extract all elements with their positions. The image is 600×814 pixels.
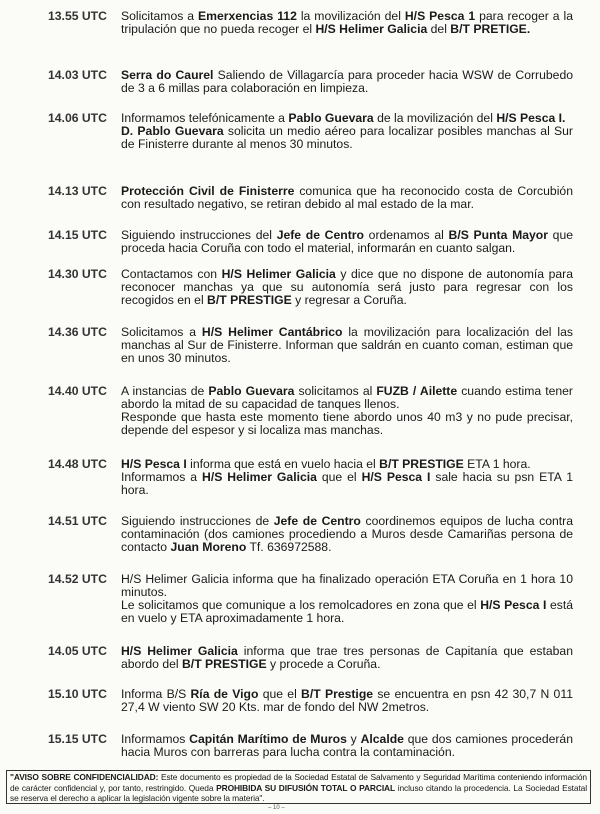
- entity-name: H/S Helimer Galicia: [221, 267, 336, 281]
- entry-text-run: que dos camiones procederán hacia Muros con barreras para lucha contra la contaminación.: [121, 732, 573, 759]
- entry-time: 14.51 UTC: [48, 514, 107, 528]
- entry-time: 14.36 UTC: [48, 325, 107, 339]
- entry-text-run: Solicitamos a: [121, 325, 202, 339]
- entry-text: [121, 10, 573, 36]
- entry-text-run: que proceda hacia Coruña con todo el material, informarán en cuanto salgan.: [121, 228, 573, 255]
- entry-time: 14.48 UTC: [48, 457, 107, 471]
- entity-name: Juan Moreno: [170, 540, 247, 554]
- entry-time: 14.06 UTC: [48, 111, 107, 125]
- entity-name: B/T Prestige: [301, 687, 374, 701]
- entry-time: 15.10 UTC: [48, 687, 107, 701]
- entity-name: H/S Helimer Galicia: [315, 22, 428, 36]
- entry-text-run: está en vuelo y ETA aproximadamente 1 hora.: [121, 598, 573, 625]
- notice-text: Este documento es propiedad de la Sociedad Estatal de Salvamento y Seguridad Marítima conteniendo información de carácter confidencial y, por tanto, restringido. Queda: [10, 772, 587, 793]
- entity-name: H/S Pesca I: [361, 470, 431, 484]
- entry-text: [121, 112, 573, 151]
- entry-text-run: la movilización para localización del las manchas al Sur de Finisterre. Informan que saldrán en cuanto coman, estiman que en unos 30 minutos.: [121, 325, 573, 365]
- entry-text: [121, 733, 573, 759]
- entry-paragraph: [121, 385, 573, 411]
- entry-text-run: ordenamos al: [363, 228, 449, 242]
- entry-text: [121, 645, 573, 671]
- entry-time: 15.15 UTC: [48, 732, 107, 746]
- entity-name: Jefe de Centro: [276, 228, 364, 242]
- entry-paragraph: [121, 515, 573, 554]
- entry-text-run: y procede a Coruña.: [266, 657, 381, 671]
- entry-paragraph: [121, 645, 573, 671]
- entity-name: B/S Punta Mayor: [448, 228, 548, 242]
- entry-text-run: se encuentra en psn 42 30,7 N 011 27,4 W viento SW 20 Kts. mar de fondo del NW 2metros.: [121, 687, 573, 714]
- entity-name: H/S Helimer Cantábrico: [201, 325, 343, 339]
- entry-time: 13.55 UTC: [48, 9, 107, 23]
- entry-paragraph: [121, 69, 573, 95]
- entry-text-run: A instancias de: [121, 384, 209, 398]
- entry-paragraph: [121, 688, 573, 714]
- entry-text-run: que el: [258, 687, 302, 701]
- entity-name: Alcalde: [360, 732, 404, 746]
- entry-text-run: y regresar a Coruña.: [291, 293, 407, 307]
- entry-text: [121, 229, 573, 255]
- entry-text: [121, 385, 573, 437]
- entity-name: H/S Pesca I: [121, 457, 187, 471]
- entity-name: Protección Civil de Finisterre: [121, 184, 295, 198]
- entry-text-run: Informamos: [121, 732, 190, 746]
- entity-name: D. Pablo Guevara: [121, 124, 224, 138]
- entry-time: 14.13 UTC: [48, 184, 107, 198]
- entry-paragraph: [121, 411, 573, 437]
- entity-name: Capitán Marítimo de Muros: [189, 732, 347, 746]
- entity-name: Ría de Vigo: [190, 687, 259, 701]
- entry-text-run: informa que trae tres personas de Capitanía que estaban abordo del: [121, 644, 573, 671]
- entry-text-run: que el: [316, 470, 362, 484]
- entry-paragraph: [121, 733, 573, 759]
- entry-text: [121, 515, 573, 554]
- entity-name: Serra do Caurel: [121, 68, 214, 82]
- entry-text: [121, 573, 573, 625]
- entry-time: 14.52 UTC: [48, 572, 107, 586]
- entry-text: [121, 268, 573, 307]
- entity-name: B/T PRESTIGE: [182, 657, 267, 671]
- entity-name: H/S Helimer Galicia: [202, 470, 317, 484]
- entry-text-run: informa que está en vuelo hacia el: [186, 457, 380, 471]
- entry-text-run: sale hacia su psn ETA 1 hora.: [121, 470, 573, 497]
- entry-paragraph: [121, 268, 573, 307]
- entry-text-run: del: [427, 22, 451, 36]
- entry-time: 14.03 UTC: [48, 68, 107, 82]
- entity-name: B/T PRETIGE.: [450, 22, 531, 36]
- entry-time: 14.15 UTC: [48, 228, 107, 242]
- entry-paragraph: [121, 326, 573, 365]
- entry-text: [121, 185, 573, 211]
- entity-name: Jefe de Centro: [273, 514, 361, 528]
- entry-time: 14.05 UTC: [48, 644, 107, 658]
- entry-paragraph: [121, 573, 573, 599]
- entity-name: H/S Helimer Galicia: [121, 644, 238, 658]
- entry-text-run: y: [346, 732, 361, 746]
- entity-name: H/S Pesca I: [480, 598, 547, 612]
- entity-name: Pablo Guevara: [208, 384, 295, 398]
- entry-paragraph: [121, 125, 573, 151]
- entity-name: B/T PRESTIGE: [207, 293, 292, 307]
- notice-prohibited: PROHIBIDA SU DIFUSIÓN TOTAL O PARCIAL: [216, 782, 396, 793]
- entry-text-run: Solicitamos a: [121, 9, 199, 23]
- notice-label: "AVISO SOBRE CONFIDENCIALIDAD:: [10, 772, 159, 782]
- entry-text-run: Responde que hasta este momento tiene abordo unos 40 m3 y no pude precisar, depende del espesor y si localiza mas manchas.: [121, 410, 573, 437]
- entry-text-run: ETA 1 hora.: [463, 457, 531, 471]
- page-mark: – 10 –: [268, 805, 285, 811]
- entry-paragraph: [121, 185, 573, 211]
- entry-text: [121, 458, 573, 497]
- entity-name: H/S Pesca I.: [496, 111, 566, 125]
- entry-paragraph: [121, 10, 573, 36]
- entry-text-run: Siguiendo instrucciones del: [121, 228, 277, 242]
- entry-text-run: Saliendo de Villagarcía para proceder hacia WSW de Corrubedo de 3 a 6 millas para colaboración en limpieza.: [121, 68, 573, 95]
- entry-paragraph: [121, 229, 573, 255]
- entry-text: [121, 69, 573, 95]
- entry-text-run: Contactamos con: [121, 267, 222, 281]
- entry-text-run: H/S Helimer Galicia informa que ha finalizado operación ETA Coruña en 1 hora 10 minutos.: [121, 572, 573, 599]
- entry-time: 14.40 UTC: [48, 384, 107, 398]
- entry-text: [121, 326, 573, 365]
- entity-name: FUZB / Ailette: [376, 384, 458, 398]
- entity-name: Pablo Guevara: [288, 111, 374, 125]
- entry-text-run: Informamos a: [121, 470, 203, 484]
- entry-text-run: Siguiendo instrucciones de: [121, 514, 274, 528]
- entry-text-run: la movilización del: [296, 9, 405, 23]
- entry-paragraph: [121, 599, 573, 625]
- entry-text-run: Informamos telefónicamente a: [121, 111, 289, 125]
- entity-name: Emerxencias 112: [198, 9, 297, 23]
- entry-text-run: solicita un medio aéreo para localizar posibles manchas al Sur de Finisterre durante al menos 30 minutos.: [121, 124, 573, 151]
- entry-text-run: Tf. 636972588.: [246, 540, 332, 554]
- entry-text-run: de la movilización del: [373, 111, 497, 125]
- entity-name: B/T PRESTIGE: [379, 457, 464, 471]
- entity-name: H/S Pesca 1: [404, 9, 476, 23]
- entry-text-run: Le solicitamos que comunique a los remolcadores en zona que el: [121, 598, 481, 612]
- entry-text-run: Informa B/S: [121, 687, 191, 701]
- entry-time: 14.30 UTC: [48, 267, 107, 281]
- entry-text-run: coordinemos equipos de lucha contra contaminación (dos camiones procediendo a Muros desde Camariñas persona de contacto: [121, 514, 573, 554]
- entry-text-run: y dice que no dispone de autonomía para reconocer manchas ya que su autonomía será justo para regresar con los recogidos en el: [121, 267, 573, 307]
- entry-text-run: comunica que ha reconocido costa de Corcubión con resultado negativo, se retiran debido al mal estado de la mar.: [121, 184, 573, 211]
- entry-text-run: cuando estima tener abordo la mitad de su capacidad de tanques llenos.: [121, 384, 573, 411]
- entry-text: [121, 688, 573, 714]
- entry-text-run: para recoger a la tripulación que no pueda recoger el: [121, 9, 574, 36]
- entry-paragraph: [121, 471, 573, 497]
- confidentiality-notice: [6, 770, 591, 804]
- entry-text-run: solicitamos al: [294, 384, 377, 398]
- notice-text-end: incluso citando la procedencia. La Sociedad Estatal se reserva el derecho a aplicar la legislación vigente sobre la materia".: [10, 782, 587, 803]
